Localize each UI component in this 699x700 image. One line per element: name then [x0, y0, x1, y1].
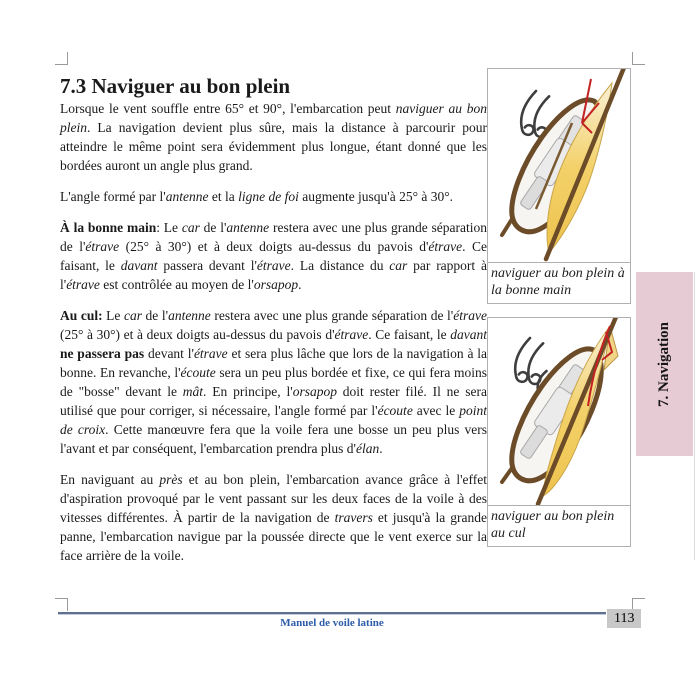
- paragraph-au-cul: Au cul: Le car de l'antenne restera avec une plus grande séparation de l'étrave (25° à 30°) et à deux doigts au-dessus du pavois d'étrave. Ce faisant, le davant ne passera pas devant l'étrave et sera plus lâche que lors de la navigation à la bonne. En revanche, l'écoute sera un peu plus bordée et fixe, ce qui fera moins de "bosse" devant le mât. En principe, l'orsapop doit rester filé. Il ne sera utilisé que pour corriger, si nécessaire, l'angle formé par l'écoute avec le point de croix. Cette manœuvre fera que la voile fera une bosse un peu plus vers l'avant et par conséquent, l'embarcation prendra plus d'élan.: [60, 308, 488, 456]
- crop-mark-top-left: [55, 52, 68, 65]
- crop-mark-top-right: [632, 52, 645, 65]
- page-edge-line: [694, 272, 695, 560]
- body-text-column: [60, 99, 487, 577]
- chapter-tab-label: 7. Navigation: [656, 321, 673, 407]
- page-number: 113: [607, 609, 641, 628]
- paragraph-intro: Lorsque le vent souffle entre 65° et 90°, l'embarcation peut naviguer au bon plein. La navigation devient plus sûre, mais la distance à parcourir pour atteindre le même point sera évidemment plus longue, étant donné que les bordées auront un angle plus grand.: [60, 101, 487, 173]
- paragraph-bonne-main: À la bonne main: Le car de l'antenne restera avec une plus grande séparation de l'étrave (25° à 30°) et à deux doigts au-dessus du pavois d'étrave. Ce faisant, le davant passera devant l'étrave. La distance du car par rapport à l'étrave est contrôlée au moyen de l'orsapop.: [60, 220, 487, 292]
- figure-caption: naviguer au bon plein à la bonne main: [491, 266, 625, 298]
- footer-book-title: Manuel de voile latine: [280, 617, 384, 629]
- paragraph-aspiration: En naviguant au près et au bon plein, l'embarcation avance grâce à l'effet d'aspiration provoqué par le vent passant sur les deux faces de la voile à des vitesses différentes. À partir de la navigation de travers et jusqu'à la grande panne, l'embarcation navigue par la poussée directe que le vent exerce sur la face arrière de la voile.: [60, 472, 487, 563]
- figure-bon-plein-au-cul: [487, 317, 631, 547]
- paragraph-angle: L'angle formé par l'antenne et la ligne de foi augmente jusqu'à 25° à 30°.: [60, 189, 454, 204]
- boat-illustration-au-cul: [488, 318, 630, 506]
- figure-caption: naviguer au bon plein au cul: [491, 509, 615, 541]
- crop-mark-bottom-left: [55, 598, 68, 611]
- footer-rule: [58, 612, 606, 615]
- section-title: 7.3 Naviguer au bon plein: [60, 74, 291, 99]
- boat-illustration-bonne-main: [488, 69, 630, 263]
- chapter-tab-navigation: [636, 272, 693, 456]
- figure-bon-plein-bonne-main: [487, 68, 631, 304]
